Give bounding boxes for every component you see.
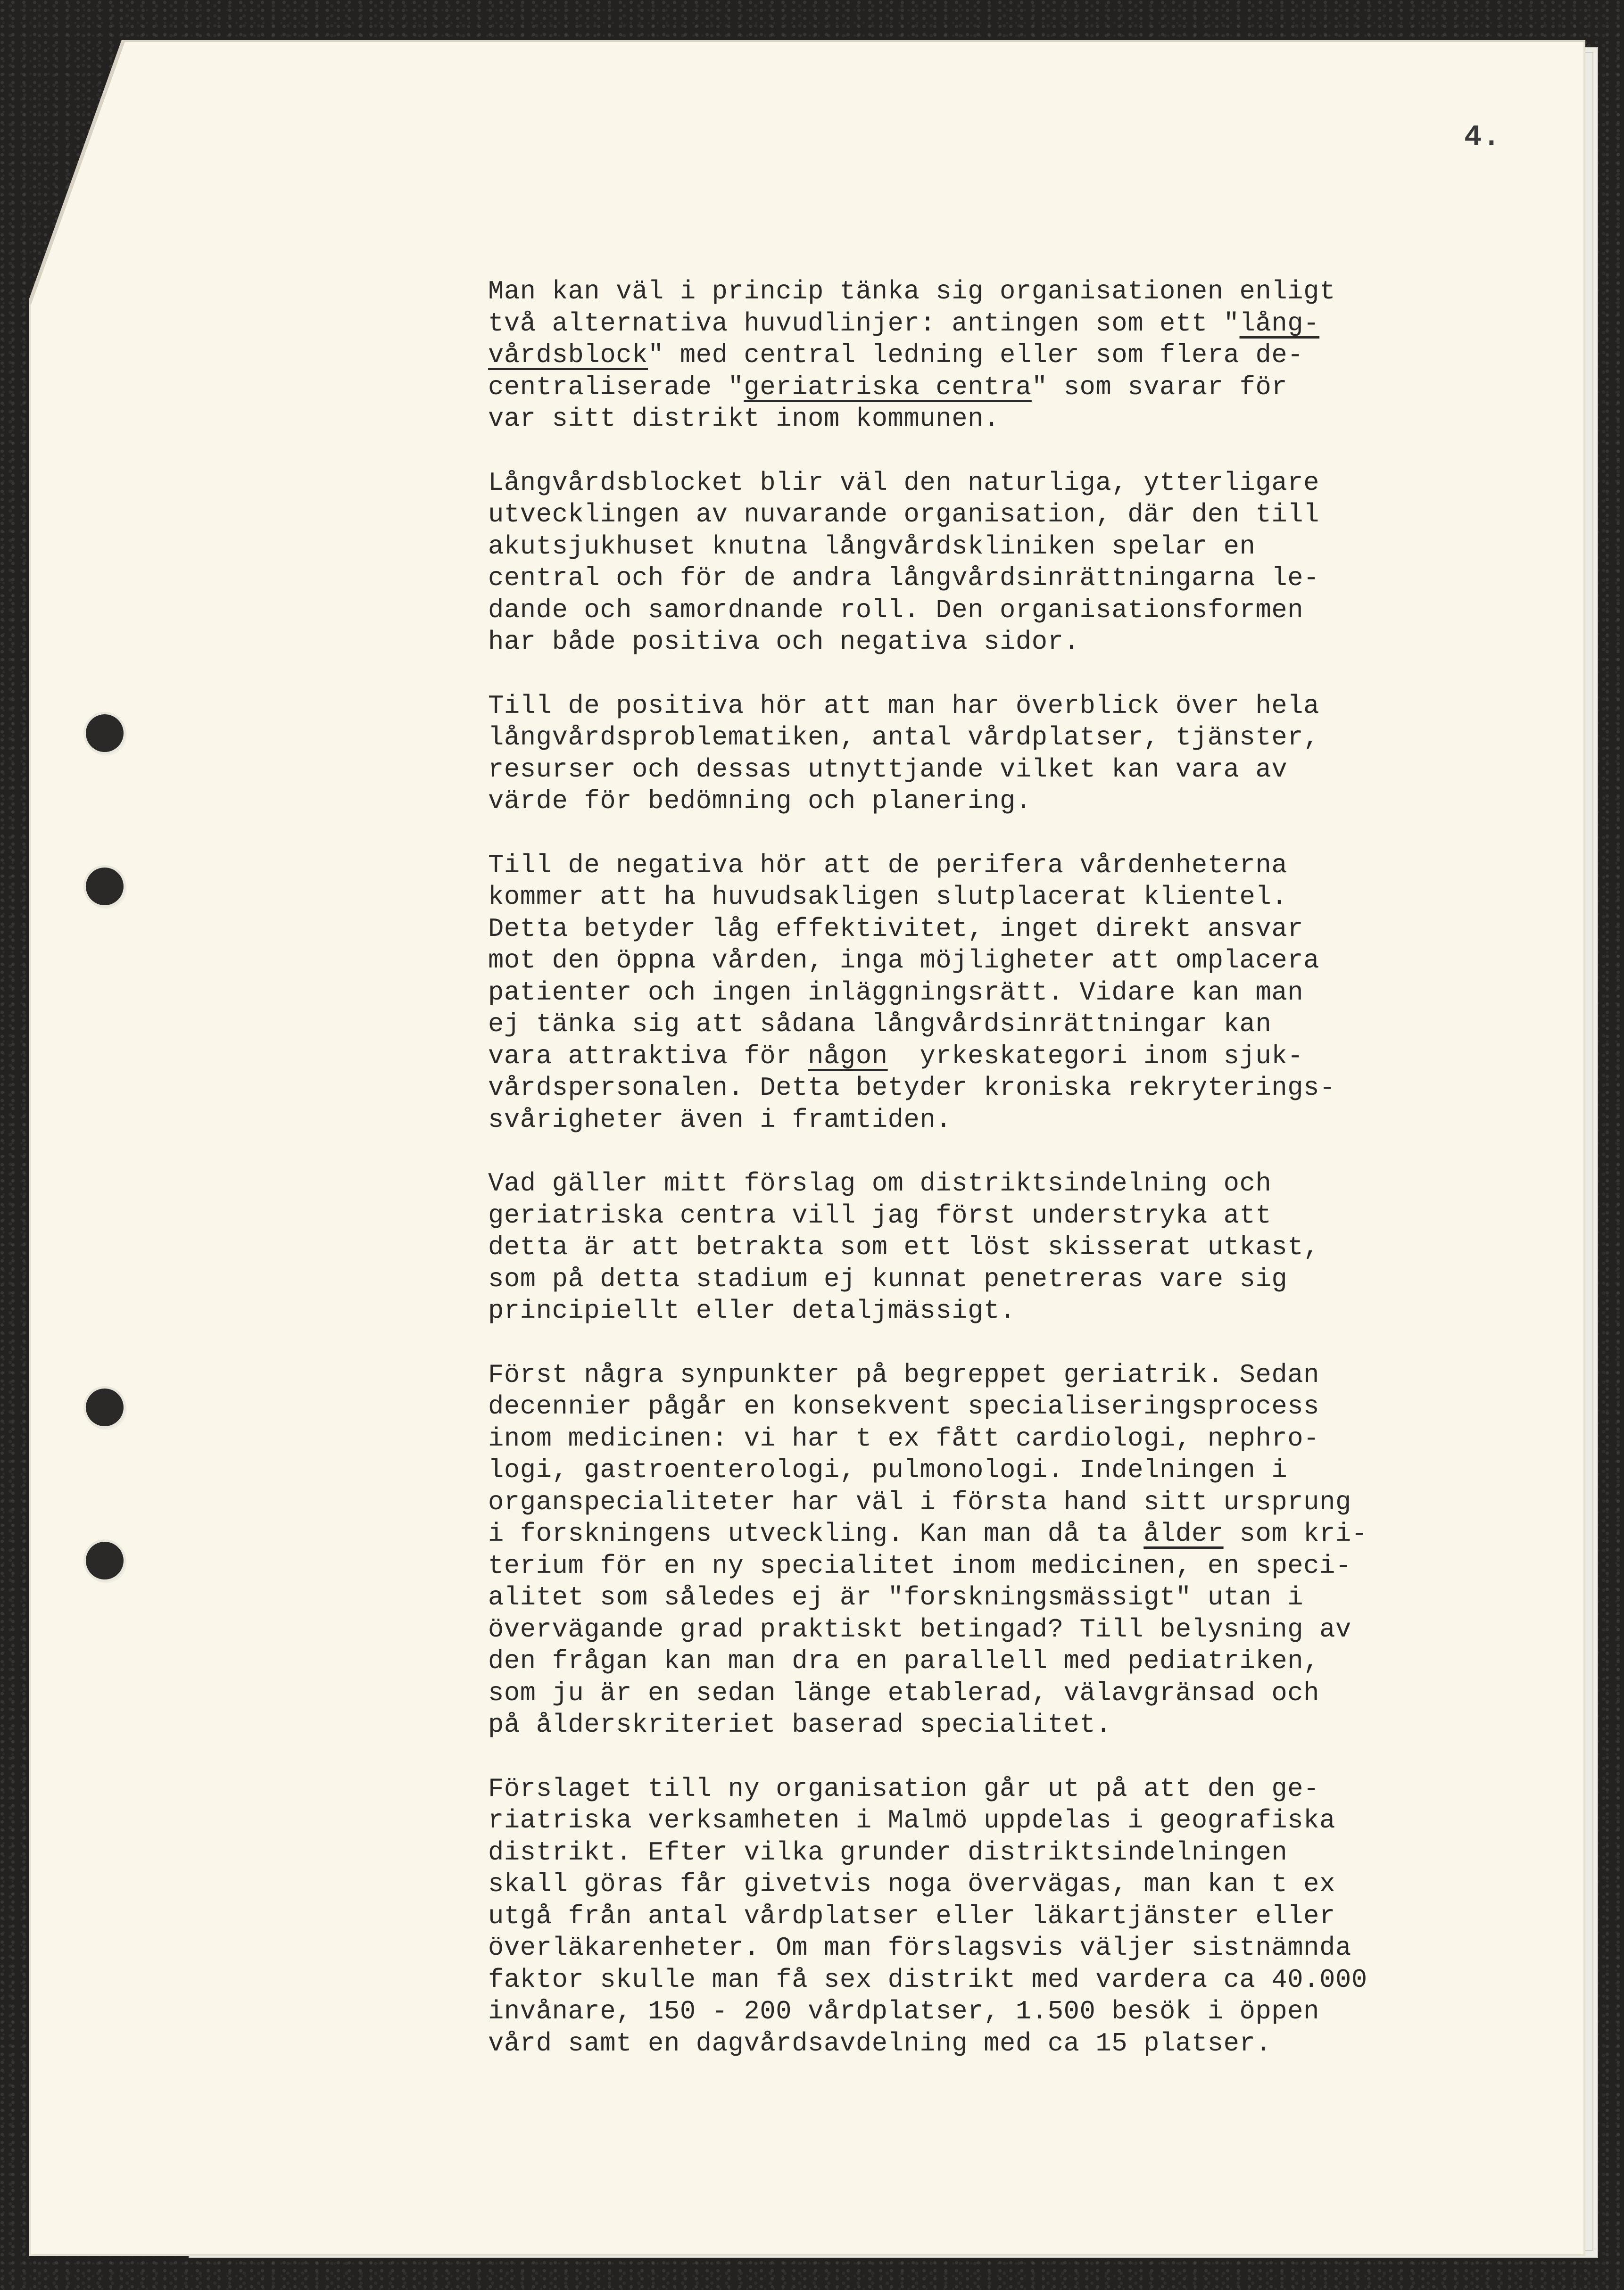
text-line xyxy=(488,754,1573,786)
text-line xyxy=(488,1264,1573,1296)
text-segment: Till de positiva hör att man har överblick över hela xyxy=(488,691,1320,721)
text-line xyxy=(488,531,1573,563)
text-line xyxy=(488,1041,1573,1073)
text-line xyxy=(488,499,1573,531)
text-segment: " som svarar för xyxy=(1031,372,1288,402)
text-segment: Vad gäller mitt förslag om distriktsindelning och xyxy=(488,1169,1272,1199)
text-segment: vårdspersonalen. Detta betyder kroniska rekryterings- xyxy=(488,1073,1335,1103)
text-line xyxy=(488,1614,1573,1646)
text-line xyxy=(488,1009,1573,1041)
text-segment: decennier pågår en konsekvent specialiseringsprocess xyxy=(488,1392,1320,1422)
text-segment: faktor skulle man få sex distrikt med vardera ca 40.000 xyxy=(488,1965,1367,1995)
text-line xyxy=(488,1901,1573,1933)
text-segment: dande och samordnande roll. Den organisationsformen xyxy=(488,595,1304,625)
text-segment: har både positiva och negativa sidor. xyxy=(488,627,1080,657)
text-segment: Detta betyder låg effektivitet, inget direkt ansvar xyxy=(488,914,1304,944)
text-line xyxy=(488,1455,1573,1487)
underlined-text: någon xyxy=(808,1041,888,1071)
text-line xyxy=(488,276,1573,308)
text-segment: den frågan kan man dra en parallell med pediatriken, xyxy=(488,1646,1320,1676)
text-segment: geriatriska centra vill jag först understryka att xyxy=(488,1200,1272,1231)
text-segment: kommer att ha huvudsakligen slutplacerat klientel. xyxy=(488,882,1288,912)
paragraph xyxy=(488,850,1573,1136)
text-segment: patienter och ingen inläggningsrätt. Vidare kan man xyxy=(488,977,1304,1008)
text-segment: principiellt eller detaljmässigt. xyxy=(488,1296,1016,1326)
text-segment: som på detta stadium ej kunnat penetreras vare sig xyxy=(488,1264,1288,1294)
text-segment: " med central ledning eller som flera de- xyxy=(648,340,1304,370)
text-line xyxy=(488,1773,1573,1805)
text-line xyxy=(488,1550,1573,1582)
text-segment: terium för en ny specialitet inom medicinen, en speci- xyxy=(488,1551,1351,1581)
text-line xyxy=(488,1837,1573,1869)
text-line xyxy=(488,1359,1573,1391)
text-line xyxy=(488,1518,1573,1550)
text-line xyxy=(488,1582,1573,1614)
text-line xyxy=(488,690,1573,722)
text-line xyxy=(488,1709,1573,1741)
text-line xyxy=(488,977,1573,1009)
text-segment: övervägande grad praktiskt betingad? Till belysning av xyxy=(488,1614,1351,1645)
underlined-text: vårdsblock xyxy=(488,340,648,370)
text-segment: skall göras får givetvis noga övervägas, man kan t ex xyxy=(488,1869,1335,1899)
text-segment: resurser och dessas utnyttjande vilket kan vara av xyxy=(488,754,1288,785)
text-segment: vara attraktiva för xyxy=(488,1041,808,1071)
text-segment: Man kan väl i princip tänka sig organisationen enligt xyxy=(488,277,1335,306)
text-segment: två alternativa huvudlinjer: antingen som ett " xyxy=(488,308,1240,339)
text-segment: överläkarenheter. Om man förslagsvis väljer sistnämnda xyxy=(488,1933,1351,1963)
text-segment: Först några synpunkter på begreppet geriatrik. Sedan xyxy=(488,1360,1320,1390)
punch-hole xyxy=(86,714,124,752)
text-segment: logi, gastroenterologi, pulmonologi. Indelningen i xyxy=(488,1455,1288,1485)
text-line xyxy=(488,1423,1573,1455)
text-segment: värde för bedömning och planering. xyxy=(488,786,1032,816)
text-line xyxy=(488,308,1573,340)
text-segment: Förslaget till ny organisation går ut på att den ge- xyxy=(488,1774,1320,1804)
text-segment: ej tänka sig att sådana långvårdsinrättningar kan xyxy=(488,1009,1272,1039)
text-line xyxy=(488,1104,1573,1136)
text-line xyxy=(488,1391,1573,1423)
text-segment: vård samt en dagvårdsavdelning med ca 15 platser. xyxy=(488,2028,1272,2059)
text-line xyxy=(488,1964,1573,1996)
text-line xyxy=(488,1200,1573,1232)
text-segment: i forskningens utveckling. Kan man då ta xyxy=(488,1519,1144,1549)
text-segment: distrikt. Efter vilka grunder distriktsindelningen xyxy=(488,1837,1288,1868)
text-line xyxy=(488,785,1573,818)
text-line xyxy=(488,1295,1573,1327)
text-line xyxy=(488,1868,1573,1901)
text-segment: utvecklingen av nuvarande organisation, där den till xyxy=(488,500,1320,529)
paragraph xyxy=(488,467,1573,658)
text-line xyxy=(488,1645,1573,1678)
text-segment: central och för de andra långvårdsinrättningarna le- xyxy=(488,563,1320,593)
page-number: 4. xyxy=(1464,120,1501,154)
text-segment: organspecialiteter har väl i första hand sitt ursprung xyxy=(488,1487,1351,1517)
text-segment: riatriska verksamheten i Malmö uppdelas i geografiska xyxy=(488,1806,1335,1835)
punch-hole xyxy=(86,1542,124,1579)
paragraph xyxy=(488,276,1573,435)
text-line xyxy=(488,1996,1573,2028)
text-segment: var sitt distrikt inom kommunen. xyxy=(488,404,1000,434)
text-segment: centraliserade " xyxy=(488,372,744,402)
text-line xyxy=(488,722,1573,754)
text-segment: utgå från antal vårdplatser eller läkartjänster eller xyxy=(488,1901,1335,1931)
text-line xyxy=(488,1487,1573,1519)
text-line xyxy=(488,2028,1573,2060)
underlined-text: ålder xyxy=(1143,1519,1224,1549)
text-segment: alitet som således ej är "forskningsmässigt" utan i xyxy=(488,1583,1304,1612)
text-line xyxy=(488,1932,1573,1964)
text-line xyxy=(488,913,1573,945)
text-line xyxy=(488,1678,1573,1710)
text-line xyxy=(488,1072,1573,1104)
text-segment: svårigheter även i framtiden. xyxy=(488,1105,952,1135)
text-segment: Till de negativa hör att de perifera vårdenheterna xyxy=(488,850,1288,880)
paragraph xyxy=(488,1773,1573,2060)
text-line xyxy=(488,945,1573,977)
text-segment: på ålderskriteriet baserad specialitet. xyxy=(488,1710,1112,1740)
text-line xyxy=(488,339,1573,372)
text-segment: detta är att betrakta som ett löst skisserat utkast, xyxy=(488,1232,1320,1262)
text-line xyxy=(488,595,1573,627)
text-segment: som kri- xyxy=(1223,1519,1367,1549)
text-line xyxy=(488,850,1573,882)
text-segment: som ju är en sedan länge etablerad, välavgränsad och xyxy=(488,1678,1320,1708)
text-line xyxy=(488,1805,1573,1837)
paragraph xyxy=(488,690,1573,818)
text-segment: akutsjukhuset knutna långvårdskliniken spelar en xyxy=(488,531,1256,562)
text-line xyxy=(488,626,1573,658)
text-line xyxy=(488,467,1573,499)
paragraph xyxy=(488,1359,1573,1741)
underlined-text: lång- xyxy=(1239,308,1320,339)
text-segment: yrkeskategori inom sjuk- xyxy=(887,1041,1304,1071)
punch-hole xyxy=(86,868,124,905)
text-segment: inom medicinen: vi har t ex fått cardiologi, nephro- xyxy=(488,1423,1320,1454)
text-line xyxy=(488,881,1573,913)
text-line xyxy=(488,562,1573,595)
text-line xyxy=(488,403,1573,435)
text-segment: långvårdsproblematiken, antal vårdplatser, tjänster, xyxy=(488,723,1320,752)
underlined-text: geriatriska centra xyxy=(744,372,1032,402)
text-line xyxy=(488,372,1573,404)
text-line xyxy=(488,1168,1573,1200)
text-segment: invånare, 150 - 200 vårdplatser, 1.500 besök i öppen xyxy=(488,1997,1320,2026)
paragraph xyxy=(488,1168,1573,1327)
text-segment: mot den öppna vården, inga möjligheter att omplacera xyxy=(488,946,1320,976)
punch-hole xyxy=(86,1389,124,1426)
text-segment: Långvårdsblocket blir väl den naturliga, ytterligare xyxy=(488,468,1320,498)
text-line xyxy=(488,1232,1573,1264)
body-text xyxy=(488,276,1573,2092)
